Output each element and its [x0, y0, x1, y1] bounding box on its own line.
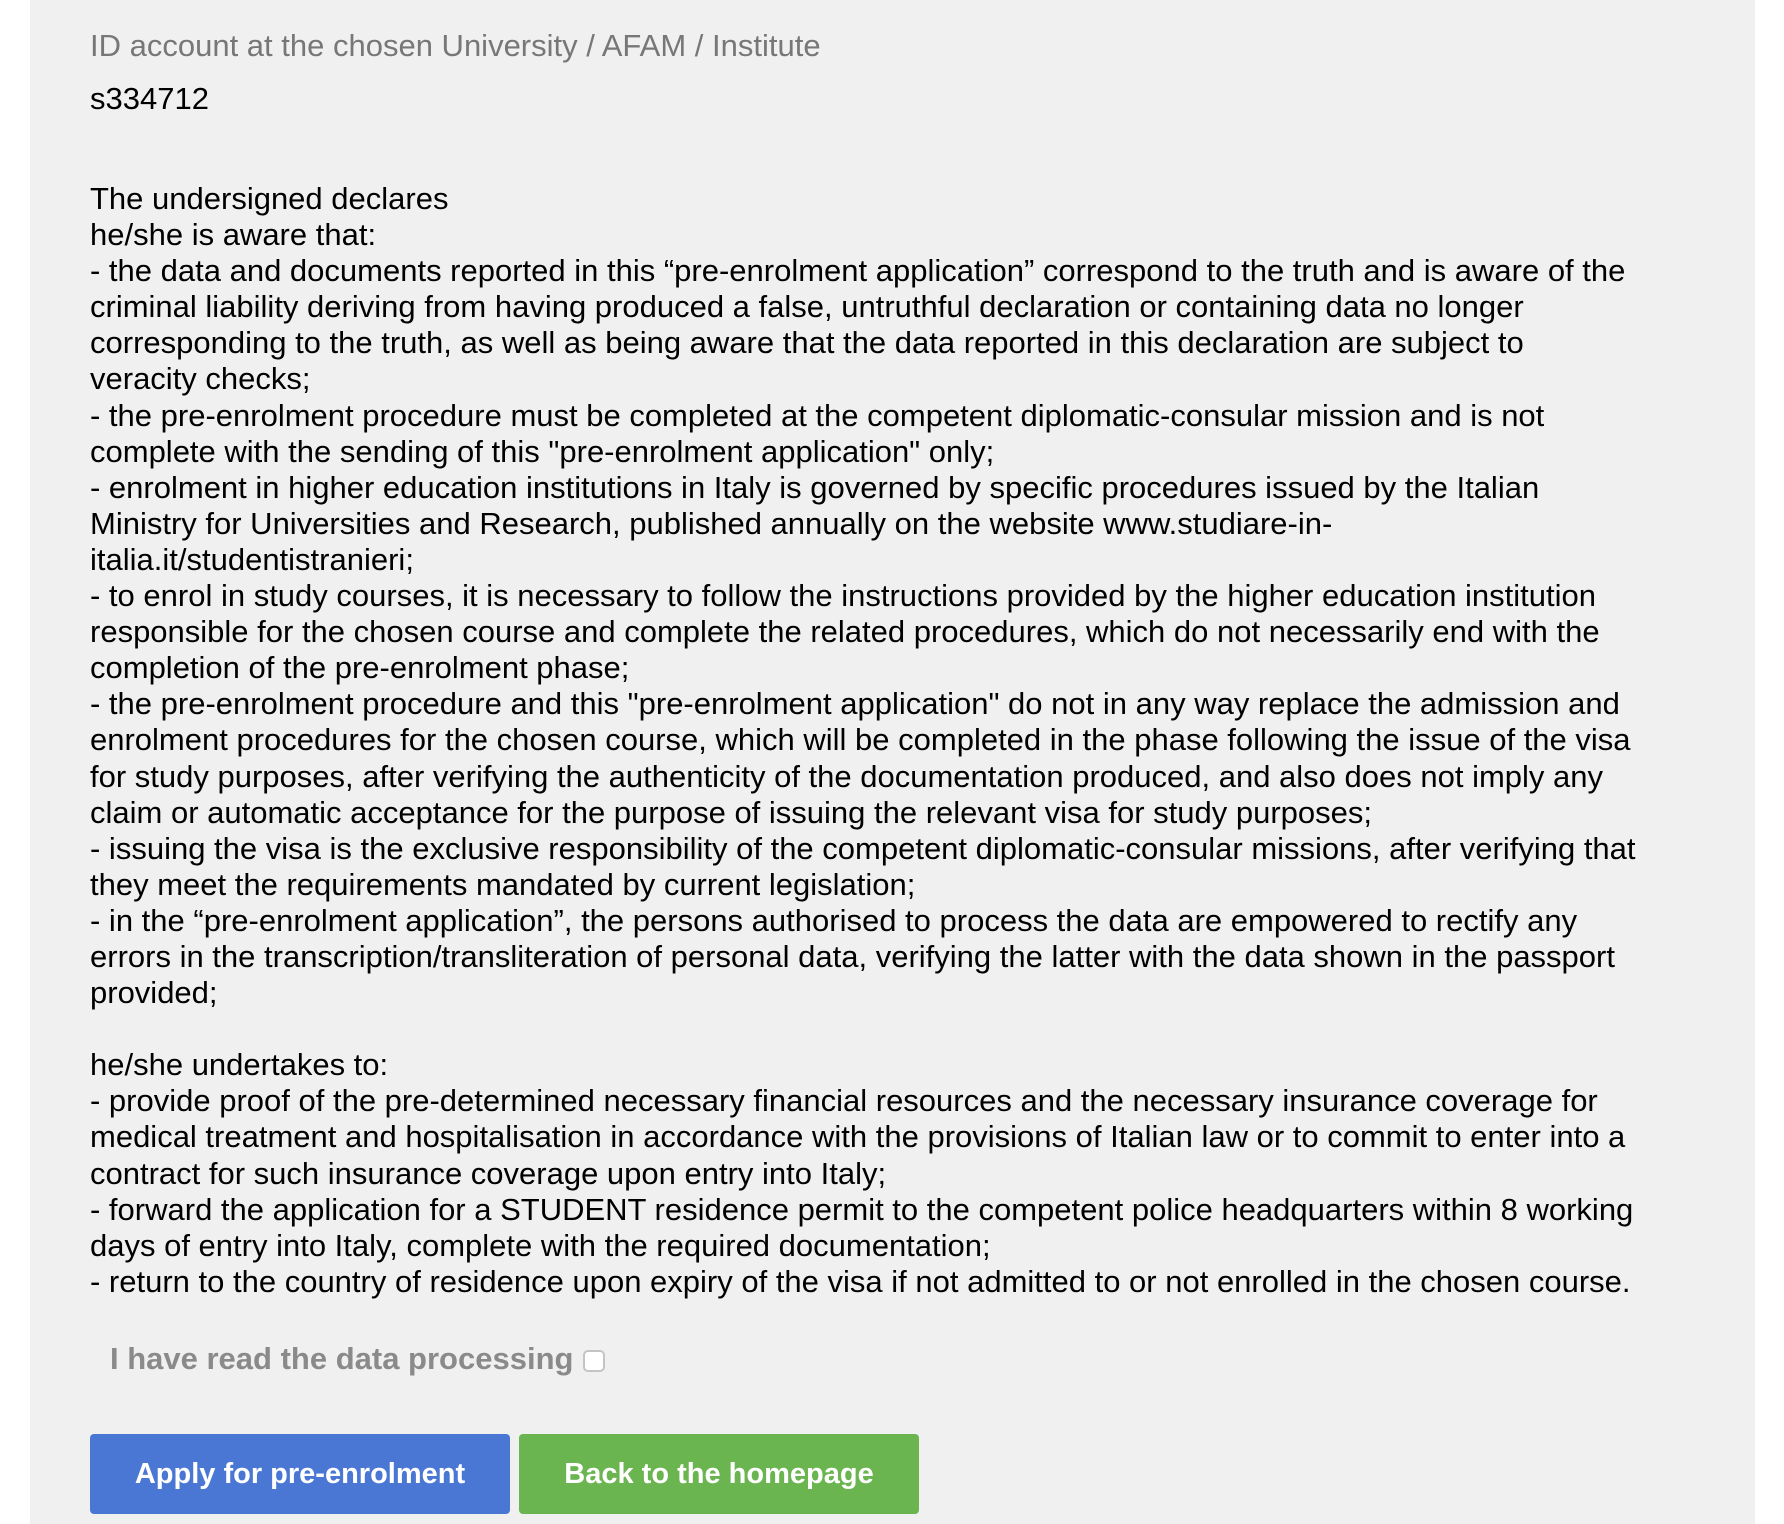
undertakes-line: - provide proof of the pre-determined necessary financial resources and the necessary insurance coverage for — [90, 1083, 1598, 1119]
undertakes-line: medical treatment and hospitalisation in accordance with the provisions of Italian law or to commit to enter into a — [90, 1119, 1626, 1155]
aware-line: Ministry for Universities and Research, published annually on the website www.studiare-in- — [90, 505, 1333, 541]
aware-line: - the pre-enrolment procedure must be completed at the competent diplomatic-consular mission and is not — [90, 397, 1545, 433]
aware-line: - the pre-enrolment procedure and this "pre-enrolment application" do not in any way replace the admission and — [90, 686, 1620, 722]
aware-line: - enrolment in higher education institutions in Italy is governed by specific procedures issued by the Italian — [90, 469, 1540, 505]
aware-line: for study purposes, after verifying the authenticity of the documentation produced, and also does not imply any — [90, 758, 1604, 794]
aware-line: completion of the pre-enrolment phase; — [90, 650, 630, 686]
aware-line: responsible for the chosen course and complete the related procedures, which do not necessarily end with the — [90, 614, 1600, 650]
aware-line: claim or automatic acceptance for the purpose of issuing the relevant visa for study purposes; — [90, 794, 1373, 830]
aware-line: - in the “pre-enrolment application”, the persons authorised to process the data are empowered to rectify any — [90, 902, 1578, 938]
aware-line: they meet the requirements mandated by current legislation; — [90, 866, 916, 902]
undertakes-line: - return to the country of residence upon expiry of the visa if not admitted to or not enrolled in the chosen course. — [90, 1263, 1631, 1299]
declaration-heading: The undersigned declares — [90, 181, 449, 216]
aware-line: errors in the transcription/transliteration of personal data, verifying the latter with the data shown in the passport — [90, 938, 1615, 974]
declaration-text — [90, 181, 1730, 1300]
account-id-value: s334712 — [90, 81, 209, 116]
data-processing-label: I have read the data processing — [110, 1341, 574, 1376]
account-id-label: ID account at the chosen University / AFAM / Institute — [90, 28, 821, 63]
aware-line: complete with the sending of this "pre-enrolment application" only; — [90, 433, 995, 469]
aware-line: corresponding to the truth, as well as being aware that the data reported in this declaration are subject to — [90, 325, 1524, 361]
aware-line: italia.it/studentistranieri; — [90, 541, 414, 577]
aware-line: veracity checks; — [90, 361, 311, 397]
paragraph-gap — [90, 1011, 1730, 1047]
aware-line: criminal liability deriving from having produced a false, untruthful declaration or containing data no longer — [90, 289, 1524, 325]
undertakes-line: contract for such insurance coverage upon entry into Italy; — [90, 1155, 887, 1191]
data-processing-checkbox[interactable] — [583, 1350, 605, 1372]
undertakes-line: - forward the application for a STUDENT residence permit to the competent police headquarters within 8 working — [90, 1191, 1634, 1227]
aware-line: enrolment procedures for the chosen course, which will be completed in the phase following the issue of the visa — [90, 722, 1631, 758]
undertakes-intro: he/she undertakes to: — [90, 1047, 389, 1083]
aware-line: - to enrol in study courses, it is necessary to follow the instructions provided by the higher education institution — [90, 578, 1597, 614]
aware-line: - issuing the visa is the exclusive responsibility of the competent diplomatic-consular missions, after verifying that — [90, 830, 1636, 866]
back-to-homepage-button[interactable]: Back to the homepage — [519, 1434, 919, 1514]
apply-pre-enrolment-button[interactable]: Apply for pre-enrolment — [90, 1434, 510, 1514]
aware-line: - the data and documents reported in this “pre-enrolment application” correspond to the truth and is aware of the — [90, 253, 1626, 289]
undertakes-line: days of entry into Italy, complete with the required documentation; — [90, 1227, 991, 1263]
data-processing-consent[interactable] — [110, 1339, 605, 1379]
aware-line: provided; — [90, 975, 218, 1011]
aware-intro: he/she is aware that: — [90, 217, 377, 253]
